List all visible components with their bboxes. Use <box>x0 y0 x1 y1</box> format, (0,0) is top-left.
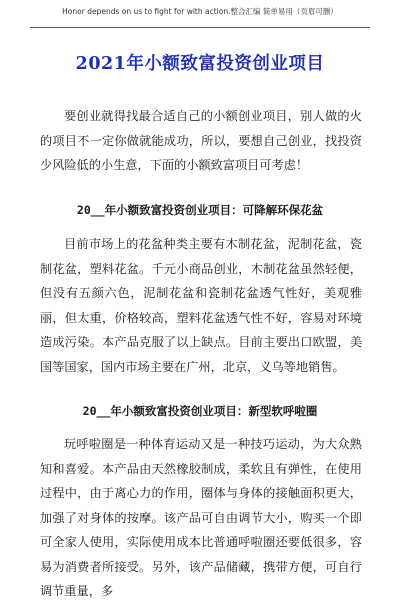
header-divider <box>30 27 370 28</box>
page-header: Honor depends on us to fight for with action.整合汇编 简单易用（页眉可删） <box>62 7 338 16</box>
section-heading-flowerpot: 20__年小额致富投资创业项目：可降解环保花盆 <box>76 203 324 217</box>
document-title: 2021年小额致富投资创业项目 <box>75 54 325 74</box>
section-body-hula-hoop: 玩呼啦圈是一种体育运动又是一种技巧运动，为大众熟知和喜爱。本产品由天然橡胶制成，柔软且有弹性，在使用过程中，由于离心力的作用，圈体与身体的接触面积更大，加强了对身体的按摩。该产品可自由调节大小，购买一个即可全家人使用，实际使用成本比普通呼啦圈还要低很多，容易为消费者所接受。另外，该产品储藏，携带方便，可自行调节重量，多 <box>40 437 362 598</box>
section-heading-hula-hoop: 20__年小额致富投资创业项目：新型软呼啦圈 <box>82 404 318 418</box>
section-body-flowerpot: 目前市场上的花盆种类主要有木制花盆，泥制花盆，瓷制花盆，塑料花盆。千元小商品创业，木制花盆虽然轻便，但没有五颜六色，泥制花盆和瓷制花盆透气性好，美观雅丽，但太重，价格较高，塑料花盆透气性不好，容易对环境造成污染。本产品克服了以上缺点。目前主要出口欧盟，美国等国家，国内市场主要在广州，北京，义乌等地销售。 <box>40 237 362 374</box>
intro-paragraph: 要创业就得找最合适自己的小额创业项目，别人做的火的项目不一定你做就能成功，所以，要想自己创业，找投资少风险低的小生意，下面的小额致富项目可考虑！ <box>40 109 362 172</box>
